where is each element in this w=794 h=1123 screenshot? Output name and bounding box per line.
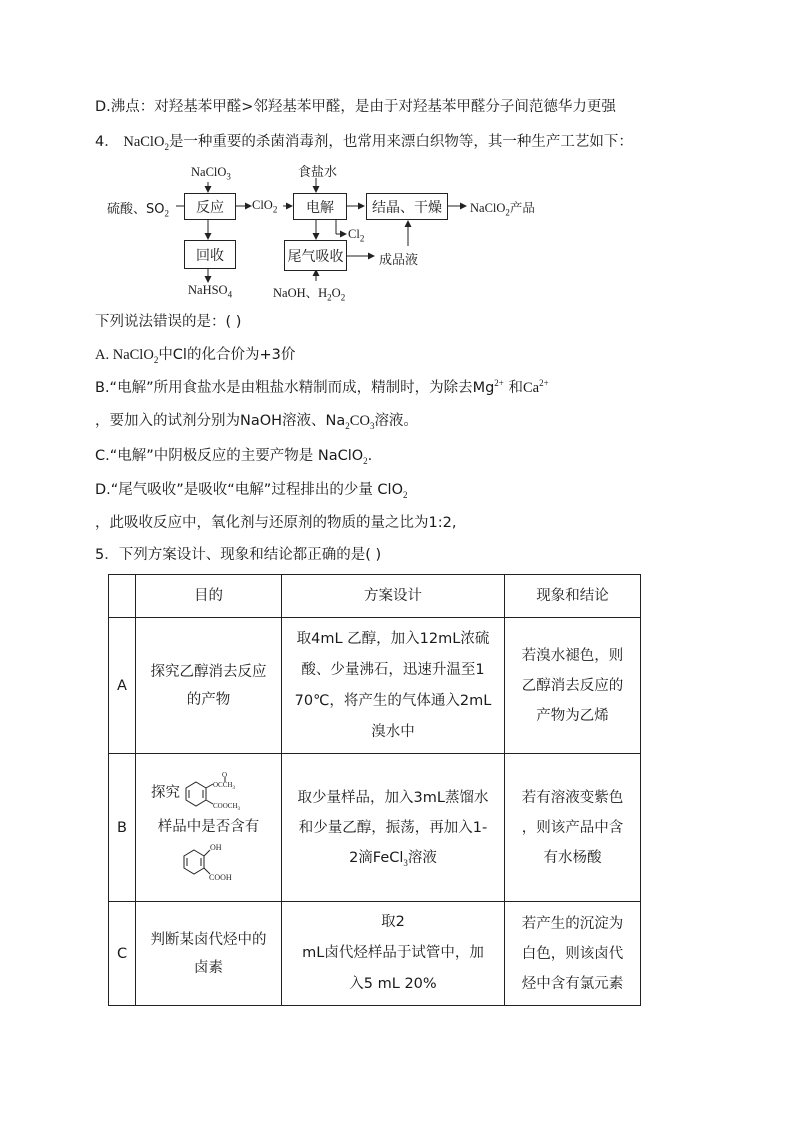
row-c-result: 若产生的沉淀为 白色，则该卤代 烃中含有氯元素 — [505, 902, 641, 1006]
label-finished-liquid: 成品液 — [379, 253, 419, 268]
table-header-row — [109, 575, 641, 618]
header-blank — [109, 575, 136, 618]
question-4-text: 是一种重要的杀菌消毒剂，也常用来漂白织物等，其一种生产工艺如下： — [168, 134, 633, 150]
flow-arrows — [0, 0, 794, 320]
svg-text:O: O — [222, 771, 228, 779]
option-b-line1[interactable]: B.“电解”所用食盐水是由粗盐水精制而成，精制时，为除去$Mg^{2+}$ 和$Ca^{2+}$ — [95, 378, 549, 396]
row-a-purpose: 探究乙醇消去反应 的产物 — [136, 618, 282, 754]
question-prompt: 下列说法错误的是：( ) — [95, 314, 242, 330]
label-clo2: ClO$_2$ — [252, 198, 278, 215]
question-5-stem: 5．下列方案设计、现象和结论都正确的是( ) — [95, 547, 382, 563]
box-tail-gas-absorb: 尾气吸收 — [284, 240, 347, 271]
header-purpose: 目的 — [136, 575, 282, 618]
row-c-purpose: 判断某卤代烃中的 卤素 — [136, 902, 282, 1006]
row-b-purpose-middle: 样品中是否含有 — [157, 818, 260, 835]
svg-text:OH: OH — [209, 842, 222, 852]
input-naclo3: NaClO$_3$ — [191, 165, 231, 182]
input-sulfuric-so2: 硫酸、$SO_2$ — [107, 202, 169, 219]
formula-naclo2: NaClO$_2$ — [123, 134, 169, 152]
box-electrolysis: 电解 — [293, 193, 347, 220]
option-c[interactable]: C.“电解”中阴极反应的主要产物是 NaClO$_2$. — [95, 448, 373, 466]
table-row-a — [109, 618, 641, 754]
row-label-b: B — [109, 754, 136, 902]
row-c-design: 取2 mL卤代烃样品于试管中，加 入5 mL 20% — [282, 902, 505, 1006]
svg-text:OCCH3: $OCCH_3$ — [213, 780, 235, 791]
svg-text:COOCH3: $COOCH_3$ — [213, 801, 241, 812]
output-cl2: $Cl_2$ — [348, 227, 365, 244]
header-design: 方案设计 — [282, 575, 505, 618]
box-crystallize-dry: 结晶、干燥 — [366, 193, 448, 220]
table-row-c — [109, 902, 641, 1006]
option-b-line2[interactable]: ，要加入的试剂分别为NaOH溶液、$Na_2CO_3$溶液。 — [95, 413, 418, 431]
option-d-previous: D.沸点：对羟基苯甲醛>邻羟基苯甲醛，是由于对羟基苯甲醛分子间范德华力更强 — [95, 99, 616, 115]
row-label-c: C — [109, 902, 136, 1006]
row-b-design: 取少量样品，加入3mL蒸馏水 和少量乙醇，振荡，再加入1- 2滴FeCl$_3$溶液 — [282, 754, 505, 902]
box-recover: 回收 — [184, 240, 236, 269]
question-number: 4． — [95, 134, 119, 150]
output-nahso4: NaHSO$_4$ — [188, 283, 233, 300]
row-b-purpose — [136, 754, 282, 902]
salicylic-acid-structure-icon — [169, 840, 249, 884]
svg-text:COOH: COOH — [208, 872, 232, 882]
aspirin-structure-icon — [182, 772, 266, 814]
option-d-line2[interactable]: ，此吸收反应中，氧化剂与还原剂的物质的量之比为1:2, — [95, 515, 457, 531]
option-a[interactable]: A. NaClO$_2$中Cl的化合价为+3价 — [95, 347, 296, 365]
table-row-b — [109, 754, 641, 902]
experiment-table — [108, 574, 641, 1006]
output-naclo2-product: NaClO$_2$产品 — [470, 200, 535, 218]
option-d-line1[interactable]: D.“尾气吸收”是吸收“电解”过程排出的少量 ClO$_2$ — [95, 482, 408, 500]
input-naoh-h2o2: NaOH、$H_2O_2$ — [273, 286, 346, 303]
input-salt-water: 食盐水 — [298, 165, 338, 180]
row-label-a: A — [109, 618, 136, 754]
box-reaction: 反应 — [184, 193, 236, 220]
row-a-design: 取4mL 乙醇，加入12mL浓硫 酸、少量沸石，迅速升温至1 70℃，将产生的气体通入2mL 溴水中 — [282, 618, 505, 754]
row-b-purpose-prefix: 探究 — [151, 784, 180, 801]
row-a-result: 若溴水褪色，则 乙醇消去反应的 产物为乙烯 — [505, 618, 641, 754]
row-b-result: 若有溶液变紫色 ，则该产品中含 有水杨酸 — [505, 754, 641, 902]
header-result: 现象和结论 — [505, 575, 641, 618]
